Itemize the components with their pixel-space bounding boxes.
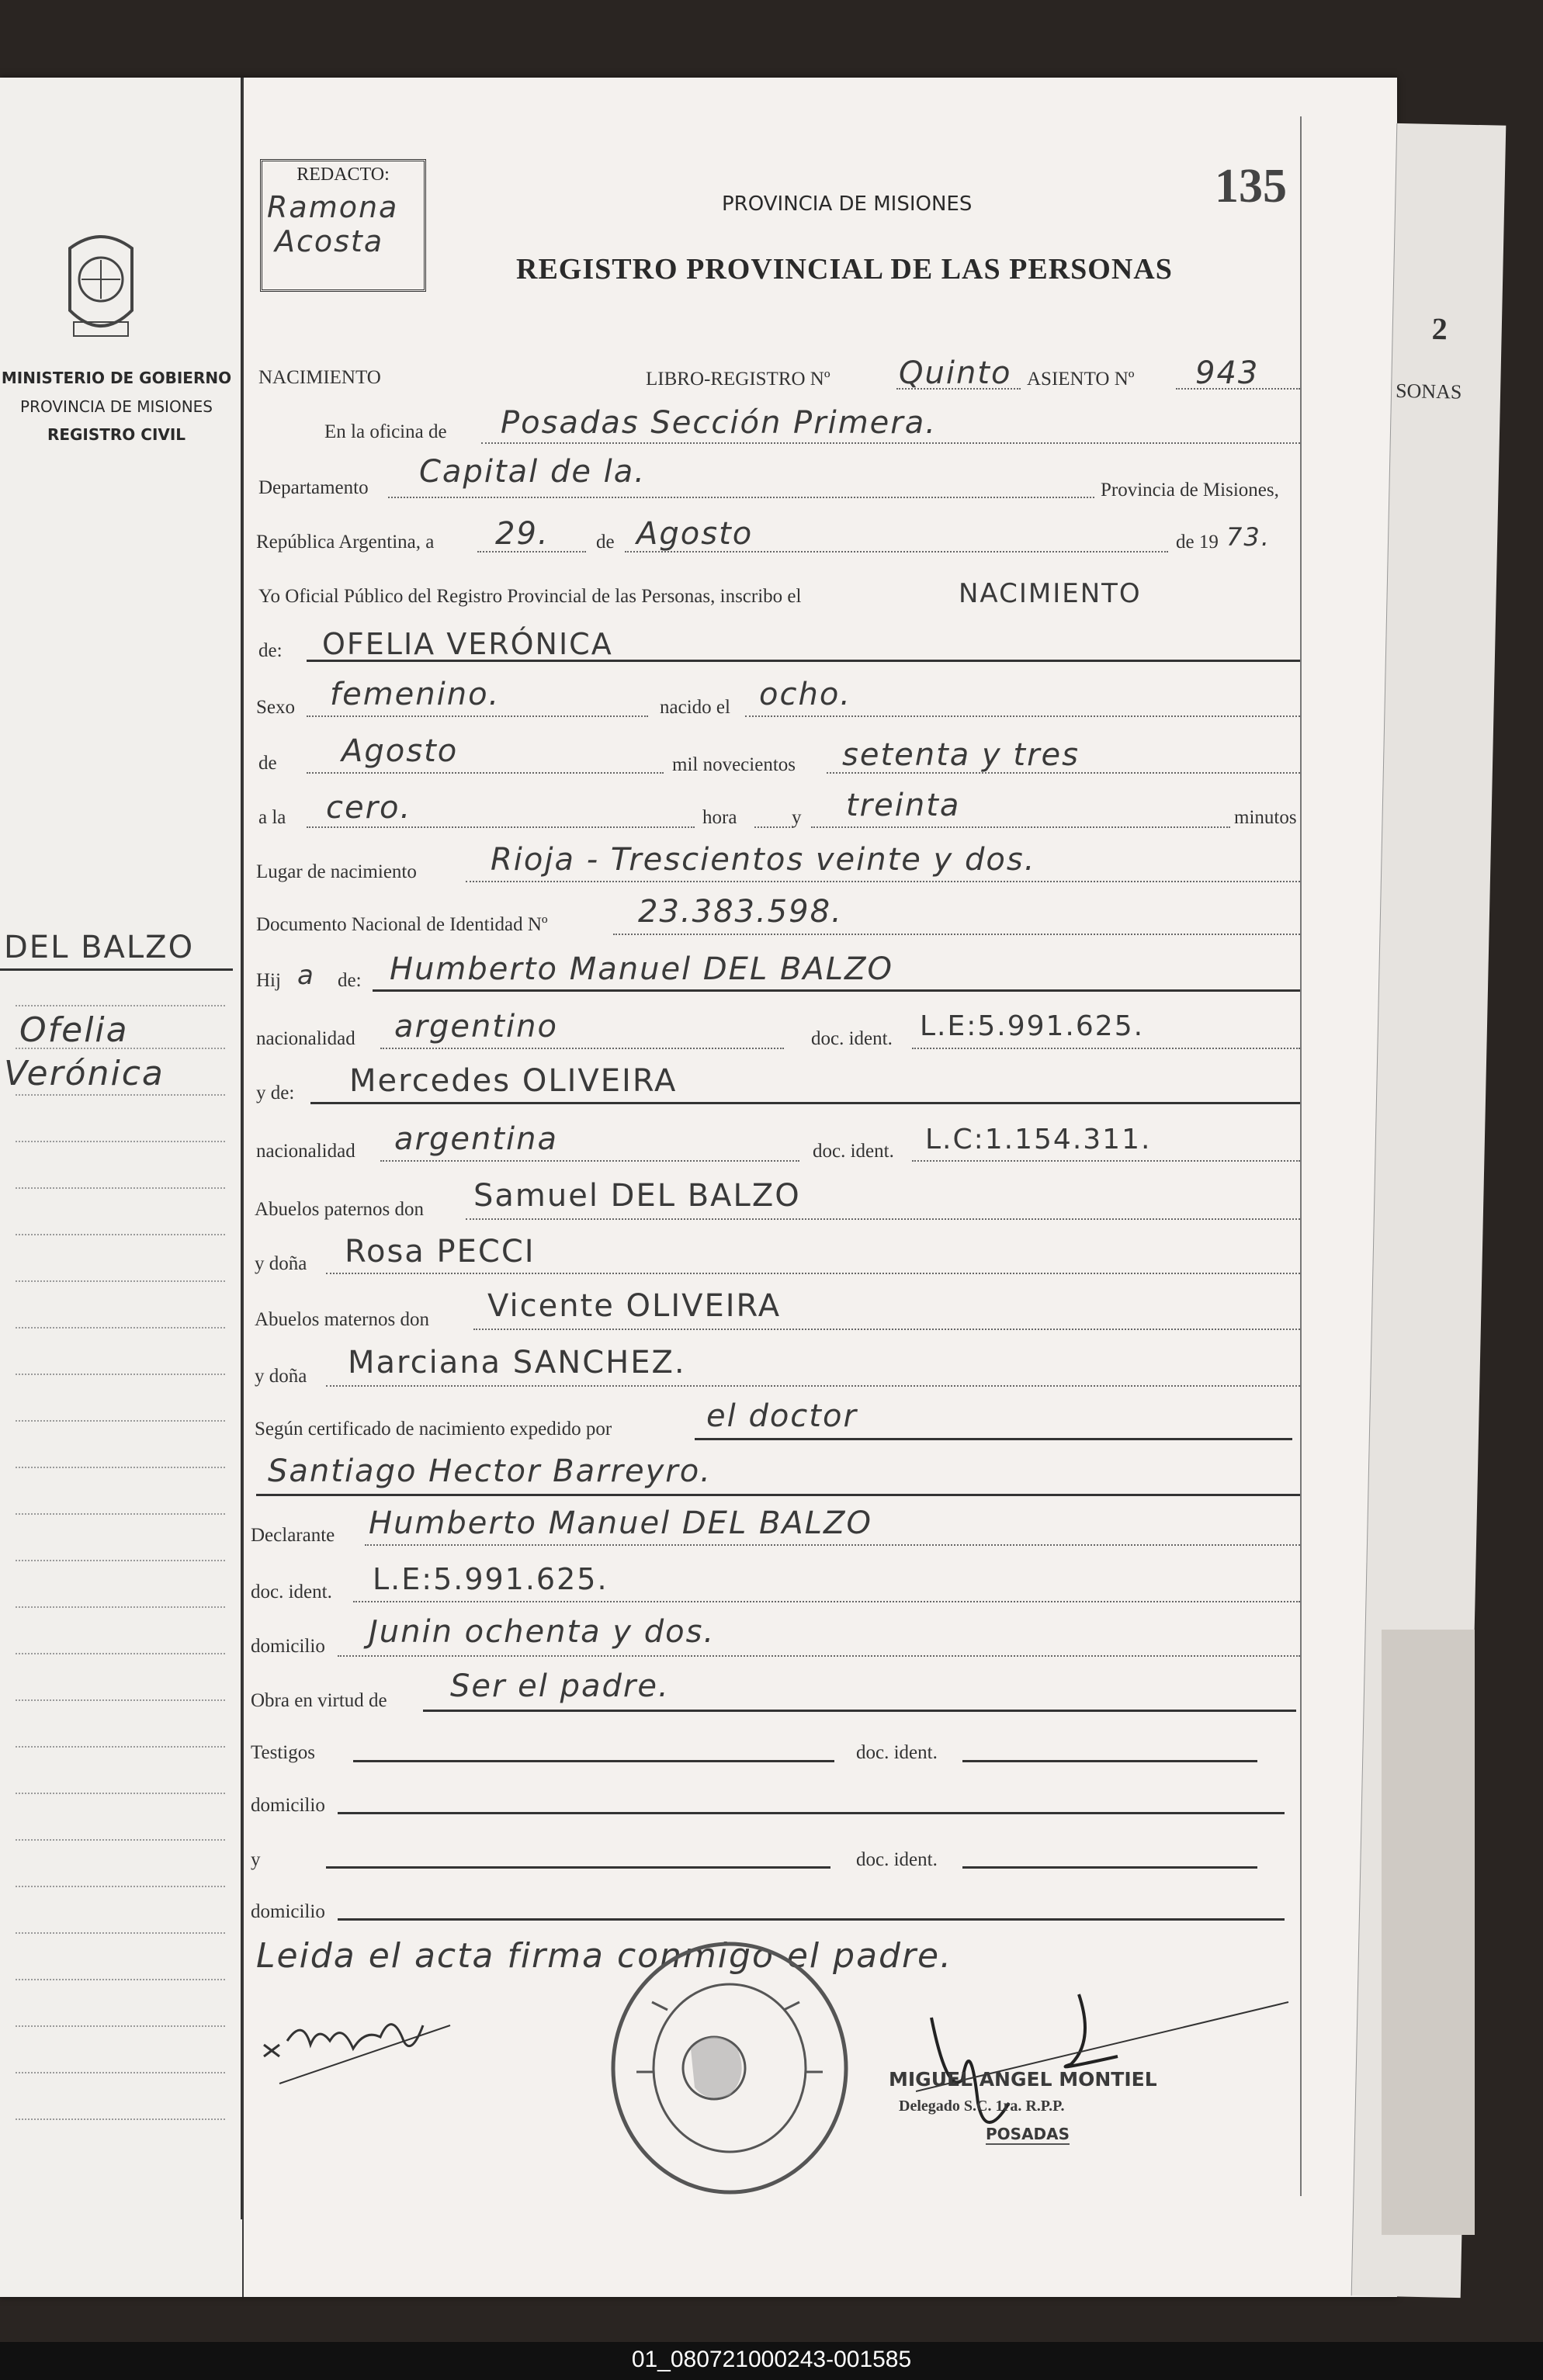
left-rule — [16, 1699, 225, 1701]
hora-value: cero. — [326, 790, 412, 826]
ab-pat-label: Abuelos paternos don — [255, 1199, 425, 1220]
dni-value: 23.383.598. — [638, 894, 843, 930]
testigo-2-domicilio-label: domicilio — [251, 1901, 325, 1922]
obra-value: Ser el padre. — [450, 1668, 670, 1704]
testigo-1-doc-rule — [962, 1760, 1257, 1762]
ab-pat-dona-label: y doña — [255, 1253, 307, 1274]
de-name-label: de: — [258, 640, 283, 661]
ab-mat-don-value: Vicente OLIVEIRA — [487, 1288, 782, 1324]
header-provincia: PROVINCIA DE MISIONES — [722, 192, 973, 216]
left-rule — [16, 1606, 225, 1608]
testigo-1-doc-label: doc. ident. — [856, 1742, 938, 1763]
left-rule — [16, 1979, 225, 1980]
ab-pat-dona-rule — [326, 1273, 1300, 1274]
left-rule — [16, 1141, 225, 1142]
hora-gap-rule — [754, 826, 793, 828]
leida-value: Leida el acta firma conmigo el padre. — [256, 1936, 953, 1976]
ab-mat-dona-rule — [326, 1385, 1300, 1387]
madre-doc-label: doc. ident. — [813, 1141, 894, 1162]
left-rule — [16, 1653, 225, 1654]
lugar-rule — [466, 881, 1300, 882]
left-provincia: PROVINCIA DE MISIONES — [20, 397, 213, 416]
left-given-name-1: Ofelia — [19, 1010, 129, 1050]
left-rule — [16, 2025, 225, 2027]
left-rule — [16, 1005, 225, 1006]
left-rule — [16, 1048, 225, 1049]
departamento-rule — [388, 497, 1094, 498]
decl-doc-label: doc. ident. — [251, 1581, 332, 1602]
cert-value-1: el doctor — [706, 1398, 858, 1434]
footer-bar — [0, 2342, 1543, 2380]
official-round-seal — [605, 1940, 854, 2196]
declarant-signature — [256, 1994, 458, 2087]
dni-rule — [613, 934, 1300, 935]
obra-rule — [423, 1710, 1296, 1712]
nacido-rule — [745, 715, 1300, 717]
left-given-name-2: Verónica — [4, 1054, 165, 1093]
left-rule — [16, 1327, 225, 1329]
departamento-label: Departamento — [258, 477, 369, 498]
redacto-name-1: Ramona — [267, 190, 399, 224]
declarante-rule — [365, 1544, 1300, 1546]
coat-of-arms-seal — [54, 225, 147, 349]
domicilio-label: domicilio — [251, 1636, 325, 1657]
madre-doc-rule — [912, 1160, 1300, 1162]
hora-rule — [307, 826, 695, 828]
left-rule — [16, 1932, 225, 1934]
dni-label: Documento Nacional de Identidad Nº — [256, 914, 548, 935]
minutos-value: treinta — [846, 788, 961, 823]
libro-value: Quinto — [899, 355, 1012, 391]
official-title-stamp: Delegado S.C. 1ra. R.P.P. — [899, 2098, 1065, 2115]
hij-suffix: a — [297, 960, 315, 991]
testigo-2-y-label: y — [251, 1849, 261, 1870]
padre-nac-value: argentino — [394, 1009, 558, 1044]
header-title: REGISTRO PROVINCIAL DE LAS PERSONAS — [516, 253, 1173, 286]
testigo-2-rule — [326, 1866, 830, 1869]
asiento-value: 943 — [1195, 355, 1260, 391]
strip-text-sonas: SONAS — [1395, 379, 1462, 404]
testigo-2-domicilio-rule — [338, 1918, 1285, 1921]
testigo-1-domicilio-rule — [338, 1812, 1285, 1814]
left-rule — [16, 1187, 225, 1189]
lugar-value: Rioja - Trescientos veinte y dos. — [491, 842, 1036, 878]
nacimiento-label: NACIMIENTO — [258, 367, 381, 388]
name-value: OFELIA VERÓNICA — [322, 627, 613, 661]
official-name-stamp: MIGUEL ANGEL MONTIEL — [889, 2068, 1157, 2091]
lugar-label: Lugar de nacimiento — [256, 861, 417, 882]
left-rule — [16, 1746, 225, 1748]
yo-value: NACIMIENTO — [959, 578, 1142, 609]
cert-label: Según certificado de nacimiento expedido por — [255, 1419, 612, 1439]
redacto-name-2: Acosta — [275, 224, 384, 258]
cert-rule-2 — [256, 1494, 1300, 1496]
hora-label: hora — [702, 807, 737, 828]
oficina-value: Posadas Sección Primera. — [501, 405, 937, 441]
domicilio-value: Junin ochenta y dos. — [369, 1614, 716, 1650]
madre-nac-rule — [380, 1160, 799, 1162]
dia-value: 29. — [495, 516, 550, 552]
testigo-1-domicilio-label: domicilio — [251, 1795, 325, 1816]
hij-de-label: de: — [338, 970, 362, 991]
redacto-box — [260, 159, 426, 292]
padre-rule — [373, 989, 1300, 992]
testigo-2-doc-rule — [962, 1866, 1257, 1869]
anio-value: 73. — [1226, 522, 1271, 552]
nacido-label: nacido el — [660, 697, 730, 718]
declarante-label: Declarante — [251, 1525, 335, 1546]
column-divider — [241, 78, 242, 2219]
yo-label: Yo Oficial Público del Registro Provincial de las Personas, inscribo el — [258, 586, 802, 607]
libro-label: LIBRO-REGISTRO Nº — [646, 369, 830, 390]
republica-label: República Argentina, a — [256, 532, 435, 553]
oficina-label: En la oficina de — [324, 421, 447, 442]
padre-nac-rule — [380, 1048, 784, 1049]
padre-doc-rule — [912, 1048, 1300, 1049]
ala-label: a la — [258, 807, 286, 828]
departamento-value: Capital de la. — [419, 454, 647, 490]
mil-value: setenta y tres — [842, 737, 1080, 773]
padre-doc-value: L.E:5.991.625. — [920, 1010, 1145, 1042]
madre-de-label: y de: — [256, 1083, 295, 1103]
left-rule — [16, 1839, 225, 1841]
left-surname: DEL BALZO — [4, 930, 195, 965]
mes-nac-rule — [307, 772, 664, 774]
madre-doc-value: L.C:1.154.311. — [925, 1124, 1152, 1155]
testigo-1-rule — [353, 1760, 834, 1762]
ab-pat-rule — [466, 1218, 1300, 1220]
left-rule — [16, 2118, 225, 2120]
sexo-label: Sexo — [256, 697, 295, 718]
left-ministerio: MINISTERIO DE GOBIERNO — [1, 369, 232, 387]
de-label: de — [596, 532, 615, 553]
ab-pat-dona-value: Rosa PECCI — [345, 1234, 536, 1270]
mil-label: mil novecientos — [672, 754, 796, 775]
oficina-rule — [481, 442, 1300, 444]
mes-nac-value: Agosto — [342, 733, 459, 769]
left-rule — [16, 1467, 225, 1468]
padre-value: Humberto Manuel DEL BALZO — [390, 951, 893, 987]
obra-label: Obra en virtud de — [251, 1690, 387, 1711]
left-registro: REGISTRO CIVIL — [47, 425, 186, 444]
left-rule — [16, 1886, 225, 1887]
anio-prefix: de 19 — [1176, 532, 1219, 553]
sexo-rule — [307, 715, 648, 717]
cert-rule — [695, 1438, 1292, 1440]
sexo-value: femenino. — [330, 677, 501, 712]
de-mes-label: de — [258, 753, 277, 774]
strip-number: 2 — [1431, 310, 1448, 347]
ab-mat-rule — [473, 1329, 1300, 1330]
left-rule — [16, 1374, 225, 1375]
minutos-rule — [811, 826, 1230, 828]
official-city-stamp: POSADAS — [986, 2125, 1070, 2143]
domicilio-rule — [338, 1655, 1300, 1657]
left-rule — [16, 1420, 225, 1422]
right-margin-rule — [1300, 116, 1302, 2196]
left-rule — [16, 1234, 225, 1235]
ab-mat-label: Abuelos maternos don — [255, 1309, 429, 1330]
y-label: y — [792, 807, 802, 828]
left-rule — [16, 1560, 225, 1561]
ab-mat-dona-label: y doña — [255, 1366, 307, 1387]
testigos-label: Testigos — [251, 1742, 315, 1763]
left-rule — [16, 1793, 225, 1794]
ab-pat-don-value: Samuel DEL BALZO — [473, 1178, 801, 1214]
footer-code: 01_080721000243-001585 — [631, 2347, 912, 2372]
declarante-value: Humberto Manuel DEL BALZO — [369, 1505, 872, 1541]
left-rule — [16, 2072, 225, 2073]
left-surname-rule — [0, 968, 233, 971]
madre-nac-label: nacionalidad — [256, 1141, 355, 1162]
left-rule — [16, 1094, 225, 1096]
adjacent-page-edge — [1382, 1630, 1475, 2235]
cert-value-2: Santiago Hector Barreyro. — [268, 1453, 712, 1489]
left-rule — [16, 1280, 225, 1282]
redacto-label: REDACTO: — [296, 165, 390, 185]
page-number: 135 — [1215, 160, 1287, 213]
ab-mat-dona-value: Marciana SANCHEZ. — [348, 1345, 686, 1381]
asiento-label: ASIENTO Nº — [1027, 369, 1135, 390]
minutos-label: minutos — [1234, 807, 1297, 828]
decl-doc-value: L.E:5.991.625. — [373, 1562, 609, 1596]
madre-rule — [310, 1102, 1300, 1104]
madre-nac-value: argentina — [394, 1121, 558, 1157]
padre-doc-label: doc. ident. — [811, 1028, 893, 1049]
nacido-value: ocho. — [759, 677, 852, 712]
decl-doc-rule — [353, 1601, 1300, 1602]
left-rule — [16, 1513, 225, 1515]
mes-value: Agosto — [636, 516, 754, 552]
hij-label: Hij — [256, 970, 281, 991]
provincia-label: Provincia de Misiones, — [1101, 480, 1279, 501]
testigo-2-doc-label: doc. ident. — [856, 1849, 938, 1870]
padre-nac-label: nacionalidad — [256, 1028, 355, 1049]
madre-value: Mercedes OLIVEIRA — [349, 1063, 678, 1099]
